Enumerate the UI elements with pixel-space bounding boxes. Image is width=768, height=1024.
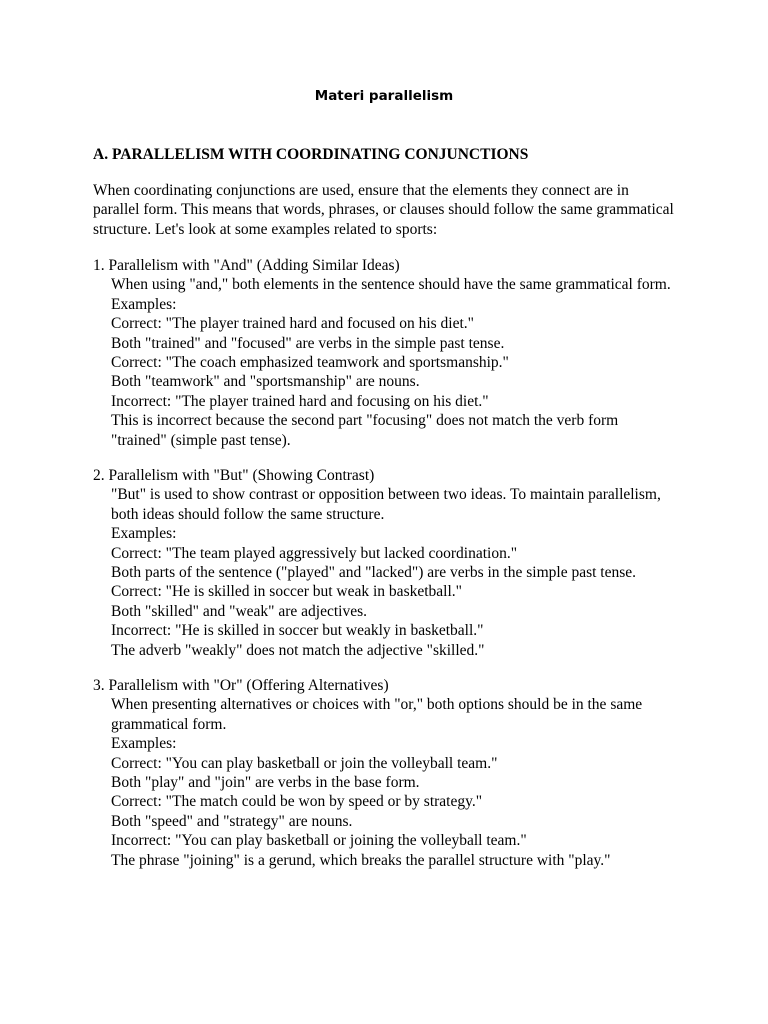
subsection-line: Correct: "The coach emphasized teamwork and sportsmanship." — [111, 354, 509, 372]
subsection-line: Examples: — [111, 735, 177, 753]
subsection-line: "trained" (simple past tense). — [111, 431, 291, 449]
subsection-and — [93, 256, 671, 450]
subsection-or — [93, 676, 642, 870]
subsection-heading: 1. Parallelism with "And" (Adding Similar Ideas) — [93, 257, 400, 274]
subsection-line: Examples: — [111, 525, 177, 543]
subsection-line: The adverb "weakly" does not match the adjective "skilled." — [111, 641, 485, 659]
intro-line: parallel form. This means that words, phrases, or clauses should follow the same grammatical — [93, 201, 674, 219]
subsection-line: Both parts of the sentence ("played" and "lacked") are verbs in the simple past tense. — [111, 564, 637, 582]
subsection-line: both ideas should follow the same structure. — [111, 505, 385, 523]
subsection-line: Correct: "You can play basketball or join the volleyball team." — [111, 754, 498, 772]
subsection-line: Incorrect: "The player trained hard and focusing on his diet." — [111, 392, 489, 410]
subsection-line: Both "speed" and "strategy" are nouns. — [111, 812, 353, 830]
subsection-heading: 2. Parallelism with "But" (Showing Contrast) — [93, 467, 375, 484]
subsection-line: Correct: "The player trained hard and focused on his diet." — [111, 315, 475, 333]
subsection-line: Both "skilled" and "weak" are adjectives. — [111, 602, 368, 620]
subsection-line: Incorrect: "You can play basketball or joining the volleyball team." — [111, 832, 527, 850]
subsection-line: Correct: "He is skilled in soccer but weak in basketball." — [111, 583, 462, 601]
subsection-line: Both "trained" and "focused" are verbs in the simple past tense. — [111, 334, 505, 352]
subsection-line: Both "play" and "join" are verbs in the base form. — [111, 774, 420, 792]
intro-paragraph — [93, 181, 674, 239]
subsection-line: grammatical form. — [111, 715, 227, 733]
subsection-line: When presenting alternatives or choices with "or," both options should be in the same — [111, 696, 643, 714]
subsection-line: Correct: "The match could be won by speed or by strategy." — [111, 793, 483, 811]
section-heading: A. PARALLELISM WITH COORDINATING CONJUNCTIONS — [93, 146, 529, 163]
subsection-line: Correct: "The team played aggressively but lacked coordination." — [111, 544, 518, 562]
subsection-but — [93, 466, 661, 660]
subsection-line: Examples: — [111, 295, 177, 313]
subsection-heading: 3. Parallelism with "Or" (Offering Alternatives) — [93, 677, 389, 694]
subsection-line: This is incorrect because the second part "focusing" does not match the verb form — [111, 412, 619, 430]
subsection-line: The phrase "joining" is a gerund, which breaks the parallel structure with "play." — [111, 851, 611, 869]
intro-line: When coordinating conjunctions are used, ensure that the elements they connect are in — [93, 182, 629, 199]
intro-line: structure. Let's look at some examples related to sports: — [93, 220, 438, 238]
subsection-line: Both "teamwork" and "sportsmanship" are nouns. — [111, 373, 420, 391]
subsection-line: When using "and," both elements in the sentence should have the same grammatical form. — [111, 276, 671, 294]
subsection-line: "But" is used to show contrast or opposition between two ideas. To maintain parallelism, — [111, 486, 661, 504]
document-title: Materi parallelism — [314, 88, 454, 104]
subsection-line: Incorrect: "He is skilled in soccer but weakly in basketball." — [111, 622, 484, 640]
